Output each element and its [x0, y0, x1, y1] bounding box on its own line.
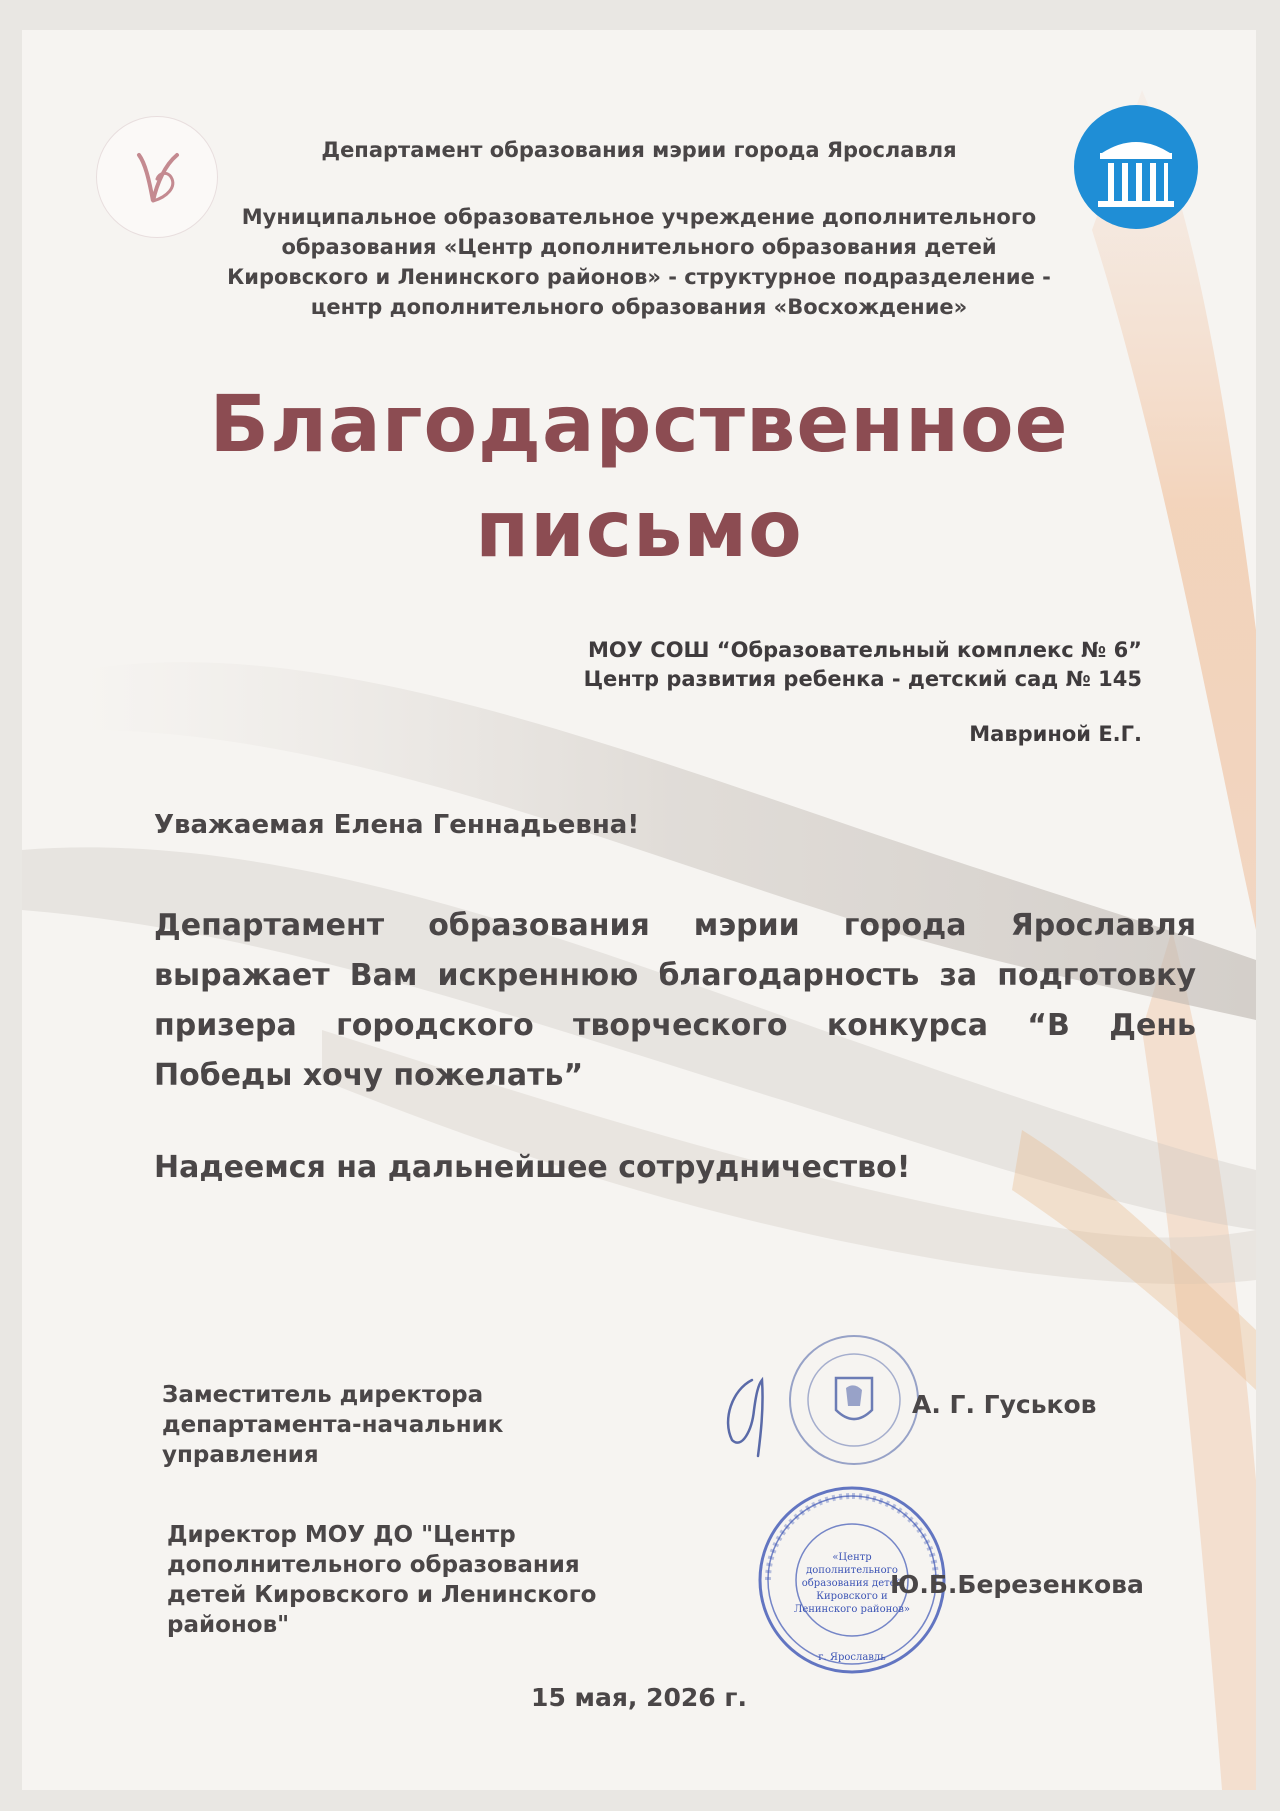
position-line: Директор МОУ ДО "Центр — [167, 1522, 516, 1548]
letter-closing: Надеемся на дальнейшее сотрудничество! — [154, 1150, 911, 1185]
institution-line: Муниципальное образовательное учреждение дополнительного — [241, 205, 1037, 229]
position-line: Заместитель директора — [162, 1382, 484, 1408]
recipient-name: Мавриной Е.Г. — [969, 722, 1142, 746]
city-coat-of-arms-stamp — [784, 1330, 924, 1470]
signatory-name: А. Г. Гуськов — [912, 1390, 1097, 1419]
svg-text:г. Ярославль: г. Ярославль — [818, 1652, 886, 1663]
signatory-position — [167, 1520, 727, 1640]
letter-body: Департамент образования мэрии города Ярославля выражает Вам искреннюю благодарность за подготовку призера городского творческого конкурса “В День Победы хочу пожелать” — [154, 908, 1196, 1093]
recipient-suborganization: Центр развития ребенка - детский сад № 145 — [583, 667, 1142, 691]
certificate-sheet — [22, 30, 1256, 1790]
svg-text:Кировского и: Кировского и — [816, 1591, 888, 1602]
signatory-position — [162, 1380, 632, 1470]
institution-line: центр дополнительного образования «Восхождение» — [310, 295, 968, 319]
signatory-name: Ю.Б.Березенкова — [890, 1570, 1144, 1599]
position-line: районов" — [167, 1612, 290, 1638]
svg-text:дополнительного: дополнительного — [806, 1565, 898, 1576]
position-line: управления — [162, 1442, 319, 1468]
position-line: департамента-начальник — [162, 1412, 504, 1438]
svg-text:образования детей: образования детей — [801, 1578, 903, 1589]
issue-date: 15 мая, 2026 г. — [531, 1683, 747, 1712]
document-title-line2: письмо — [475, 485, 803, 575]
document-title-line1: Благодарственное — [209, 380, 1069, 470]
position-line: детей Кировского и Ленинского — [167, 1582, 597, 1608]
svg-text:Ленинского районов»: Ленинского районов» — [793, 1604, 911, 1615]
recipient-organization: МОУ СОШ “Образовательный комплекс № 6” — [588, 638, 1142, 662]
svg-text:«Центр: «Центр — [832, 1552, 872, 1563]
signature-gouskov — [712, 1370, 802, 1460]
greeting: Уважаемая Елена Геннадьевна! — [154, 810, 640, 840]
institution-line: Кировского и Ленинского районов» - структурное подразделение - — [227, 265, 1051, 289]
department-header: Департамент образования мэрии города Ярославля — [321, 138, 957, 162]
position-line: дополнительного образования — [167, 1552, 580, 1578]
institution-line: образования «Центр дополнительного образования детей — [281, 235, 997, 259]
institution-header — [172, 202, 1106, 322]
